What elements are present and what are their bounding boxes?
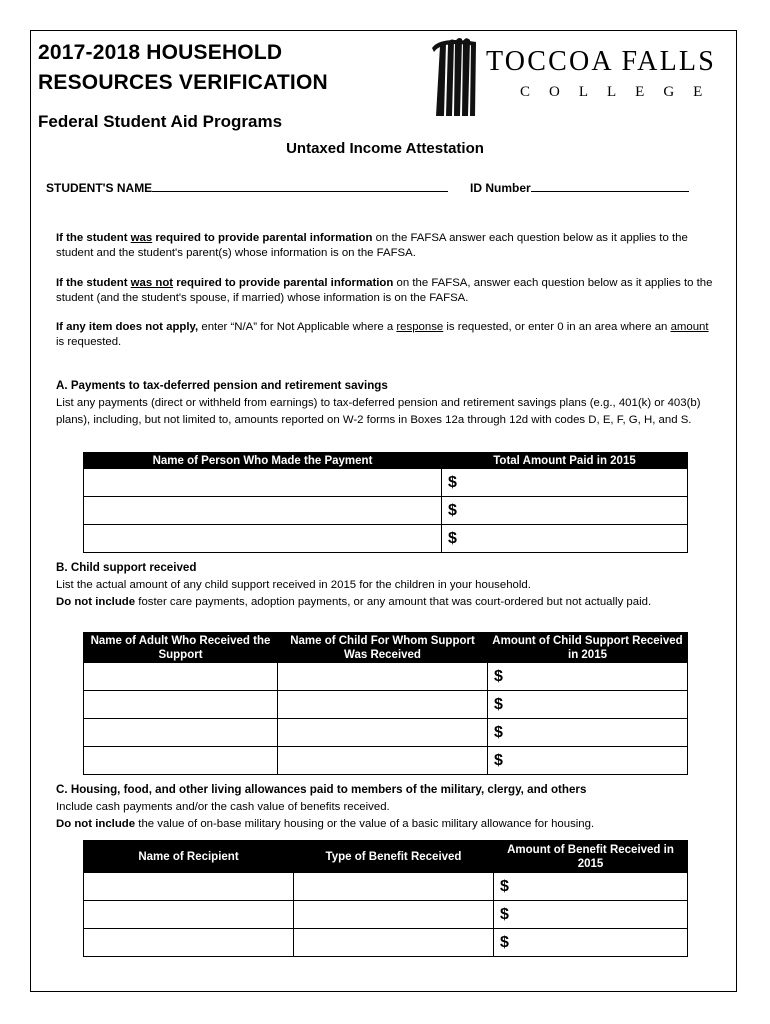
college-logo — [430, 36, 730, 118]
amount-cell[interactable]: $ — [442, 469, 688, 497]
table-row — [84, 691, 688, 719]
instruction-paragraph-2: If the student was not required to provide parental information on the FAFSA, answer each question below as it applies to the student (and the student's spouse, if married) whose information is on the FAFSA. — [56, 277, 713, 304]
benefit-type-cell[interactable] — [294, 873, 494, 901]
benefit-type-cell[interactable] — [294, 929, 494, 957]
section-a-header-row — [84, 453, 688, 469]
student-name-label: STUDENT'S NAME — [46, 181, 153, 195]
section-b-heading: B. Child support received — [56, 561, 197, 574]
payer-name-cell[interactable] — [84, 525, 442, 553]
id-number-row — [470, 180, 689, 195]
table-row — [84, 663, 688, 691]
student-name-field[interactable] — [152, 180, 448, 192]
adult-name-cell[interactable] — [84, 691, 278, 719]
adult-name-cell[interactable] — [84, 719, 278, 747]
section-b-text: List the actual amount of any child support received in 2015 for the children in your household. Do not include foster care payments, adoption payments, or any amount that was court-ordered but not actually paid. — [56, 579, 652, 608]
benefit-type-cell[interactable] — [294, 901, 494, 929]
page-title — [38, 38, 328, 98]
amount-cell[interactable]: $ — [494, 901, 688, 929]
col-adult-name: Name of Adult Who Received the Support — [84, 633, 278, 663]
table-row — [84, 901, 688, 929]
amount-cell[interactable]: $ — [488, 719, 688, 747]
col-recipient-name: Name of Recipient — [84, 841, 294, 873]
col-benefit-amount: Amount of Benefit Received in 2015 — [494, 841, 688, 873]
logo-name: TOCCOA FALLS — [486, 46, 716, 77]
payer-name-cell[interactable] — [84, 497, 442, 525]
recipient-name-cell[interactable] — [84, 929, 294, 957]
section-b-header-row — [84, 633, 688, 663]
amount-cell[interactable]: $ — [494, 873, 688, 901]
student-name-row — [46, 180, 448, 195]
instruction-paragraph-1: If the student was required to provide parental information on the FAFSA answer each question below as it applies to the student and the student's parent(s) whose information is on the FAFSA. — [56, 232, 688, 259]
recipient-name-cell[interactable] — [84, 873, 294, 901]
form-title: Untaxed Income Attestation — [286, 140, 484, 157]
amount-cell[interactable]: $ — [488, 747, 688, 775]
amount-cell[interactable]: $ — [488, 691, 688, 719]
amount-cell[interactable]: $ — [442, 525, 688, 553]
title-line-1: 2017-2018 HOUSEHOLD — [38, 41, 283, 64]
table-row — [84, 747, 688, 775]
col-payer-name: Name of Person Who Made the Payment — [84, 453, 442, 469]
adult-name-cell[interactable] — [84, 747, 278, 775]
table-row — [84, 497, 688, 525]
subtitle: Federal Student Aid Programs — [38, 112, 283, 131]
section-a-table — [83, 452, 688, 553]
table-row — [84, 873, 688, 901]
logo-sub: COLLEGE — [520, 84, 722, 100]
col-benefit-type: Type of Benefit Received — [294, 841, 494, 873]
table-row — [84, 525, 688, 553]
col-total-amount: Total Amount Paid in 2015 — [442, 453, 688, 469]
child-name-cell[interactable] — [278, 747, 488, 775]
amount-cell[interactable]: $ — [494, 929, 688, 957]
id-number-field[interactable] — [531, 180, 689, 192]
section-c-heading: C. Housing, food, and other living allowances paid to members of the military, clergy, and others — [56, 783, 587, 796]
child-name-cell[interactable] — [278, 663, 488, 691]
section-c-table — [83, 840, 688, 957]
child-name-cell[interactable] — [278, 719, 488, 747]
table-row — [84, 719, 688, 747]
section-c-text: Include cash payments and/or the cash value of benefits received. Do not include the value of on-base military housing or the value of a basic military allowance for housing. — [56, 801, 595, 830]
amount-cell[interactable]: $ — [488, 663, 688, 691]
col-child-support-amount: Amount of Child Support Received in 2015 — [488, 633, 688, 663]
id-number-label: ID Number — [470, 181, 531, 195]
title-line-2: RESOURCES VERIFICATION — [38, 71, 328, 94]
instruction-paragraph-3: If any item does not apply, enter “N/A” for Not Applicable where a response is requested, or enter 0 in an area where an amount is requested. — [56, 321, 709, 348]
adult-name-cell[interactable] — [84, 663, 278, 691]
recipient-name-cell[interactable] — [84, 901, 294, 929]
section-a-text: List any payments (direct or withheld from earnings) to tax-deferred pension and retirement savings plans (e.g., 401(k) or 403(b) plans), including, but not limited to, amounts reported on W-2 forms in Boxes 12a through 12d with codes D, E, F, G, H, and S. — [56, 397, 701, 426]
table-row — [84, 929, 688, 957]
table-row — [84, 469, 688, 497]
section-a-heading: A. Payments to tax-deferred pension and retirement savings — [56, 379, 388, 392]
waterfall-logo-icon — [430, 36, 478, 118]
section-b-table — [83, 632, 688, 775]
amount-cell[interactable]: $ — [442, 497, 688, 525]
payer-name-cell[interactable] — [84, 469, 442, 497]
col-child-name: Name of Child For Whom Support Was Received — [278, 633, 488, 663]
child-name-cell[interactable] — [278, 691, 488, 719]
section-c-header-row — [84, 841, 688, 873]
